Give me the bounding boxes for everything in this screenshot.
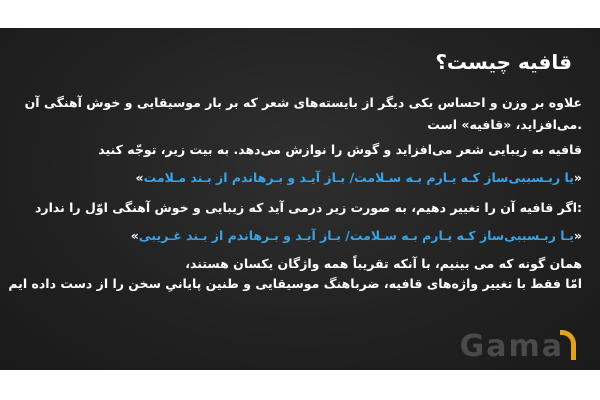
verse-modified-text: یـا ربـسببی‌ساز کـه یـارم بـه سـلامت/ بـاز آیـد و بـرهاندم از بـند غـریبی [138,228,574,243]
gama-logo [460,329,576,364]
body-line-1: علاوه بر وزن و احساس یکی دیگر از بایسته‌های شعر که بر بار موسیقایی و خوش آهنگی آن [24,95,582,110]
body-line-2: .می‌افزاید، «قافیه» است [427,117,582,132]
slide-title: قافیه چیست؟ [435,50,572,74]
body-line-3: قافیه به زیبایی شعر می‌افزاید و گوش را نوازش می‌دهد. به بیت زیر، توجّه کنید [98,142,582,157]
closing-line-1: همان گونه که می بینیم، با آنکه تقریباً همه واژگان یکسان هستند، [185,256,582,271]
verse-modified [14,227,582,245]
verse-modified-close-quote: » [130,228,139,243]
closing-line-2: امّا فقط با تغییر واژه‌های قافیه، ضرباهنگ موسیقایی و طنین پایانیِ سخن را از دست داده ایم [8,276,582,291]
slide [0,28,600,370]
verse-original-close-quote: » [135,170,144,185]
body-line-4: :اگر قافیه آن را تغییر دهیم، به صورت زیر درمی آید که زیبایی و خوش آهنگی اوّل را ندارد [34,200,582,215]
verse-original-text: یا ربـسببی‌ساز کـه یـارم بـه سـلامت/ بـاز آیـد و بـرهاندم از بـند مـلامت [143,170,574,185]
verse-original-open-quote: « [573,170,582,185]
verse-original [14,169,582,187]
verse-modified-open-quote: « [573,228,582,243]
logo-text: Gama [459,329,564,364]
logo-accent-icon [560,330,576,360]
